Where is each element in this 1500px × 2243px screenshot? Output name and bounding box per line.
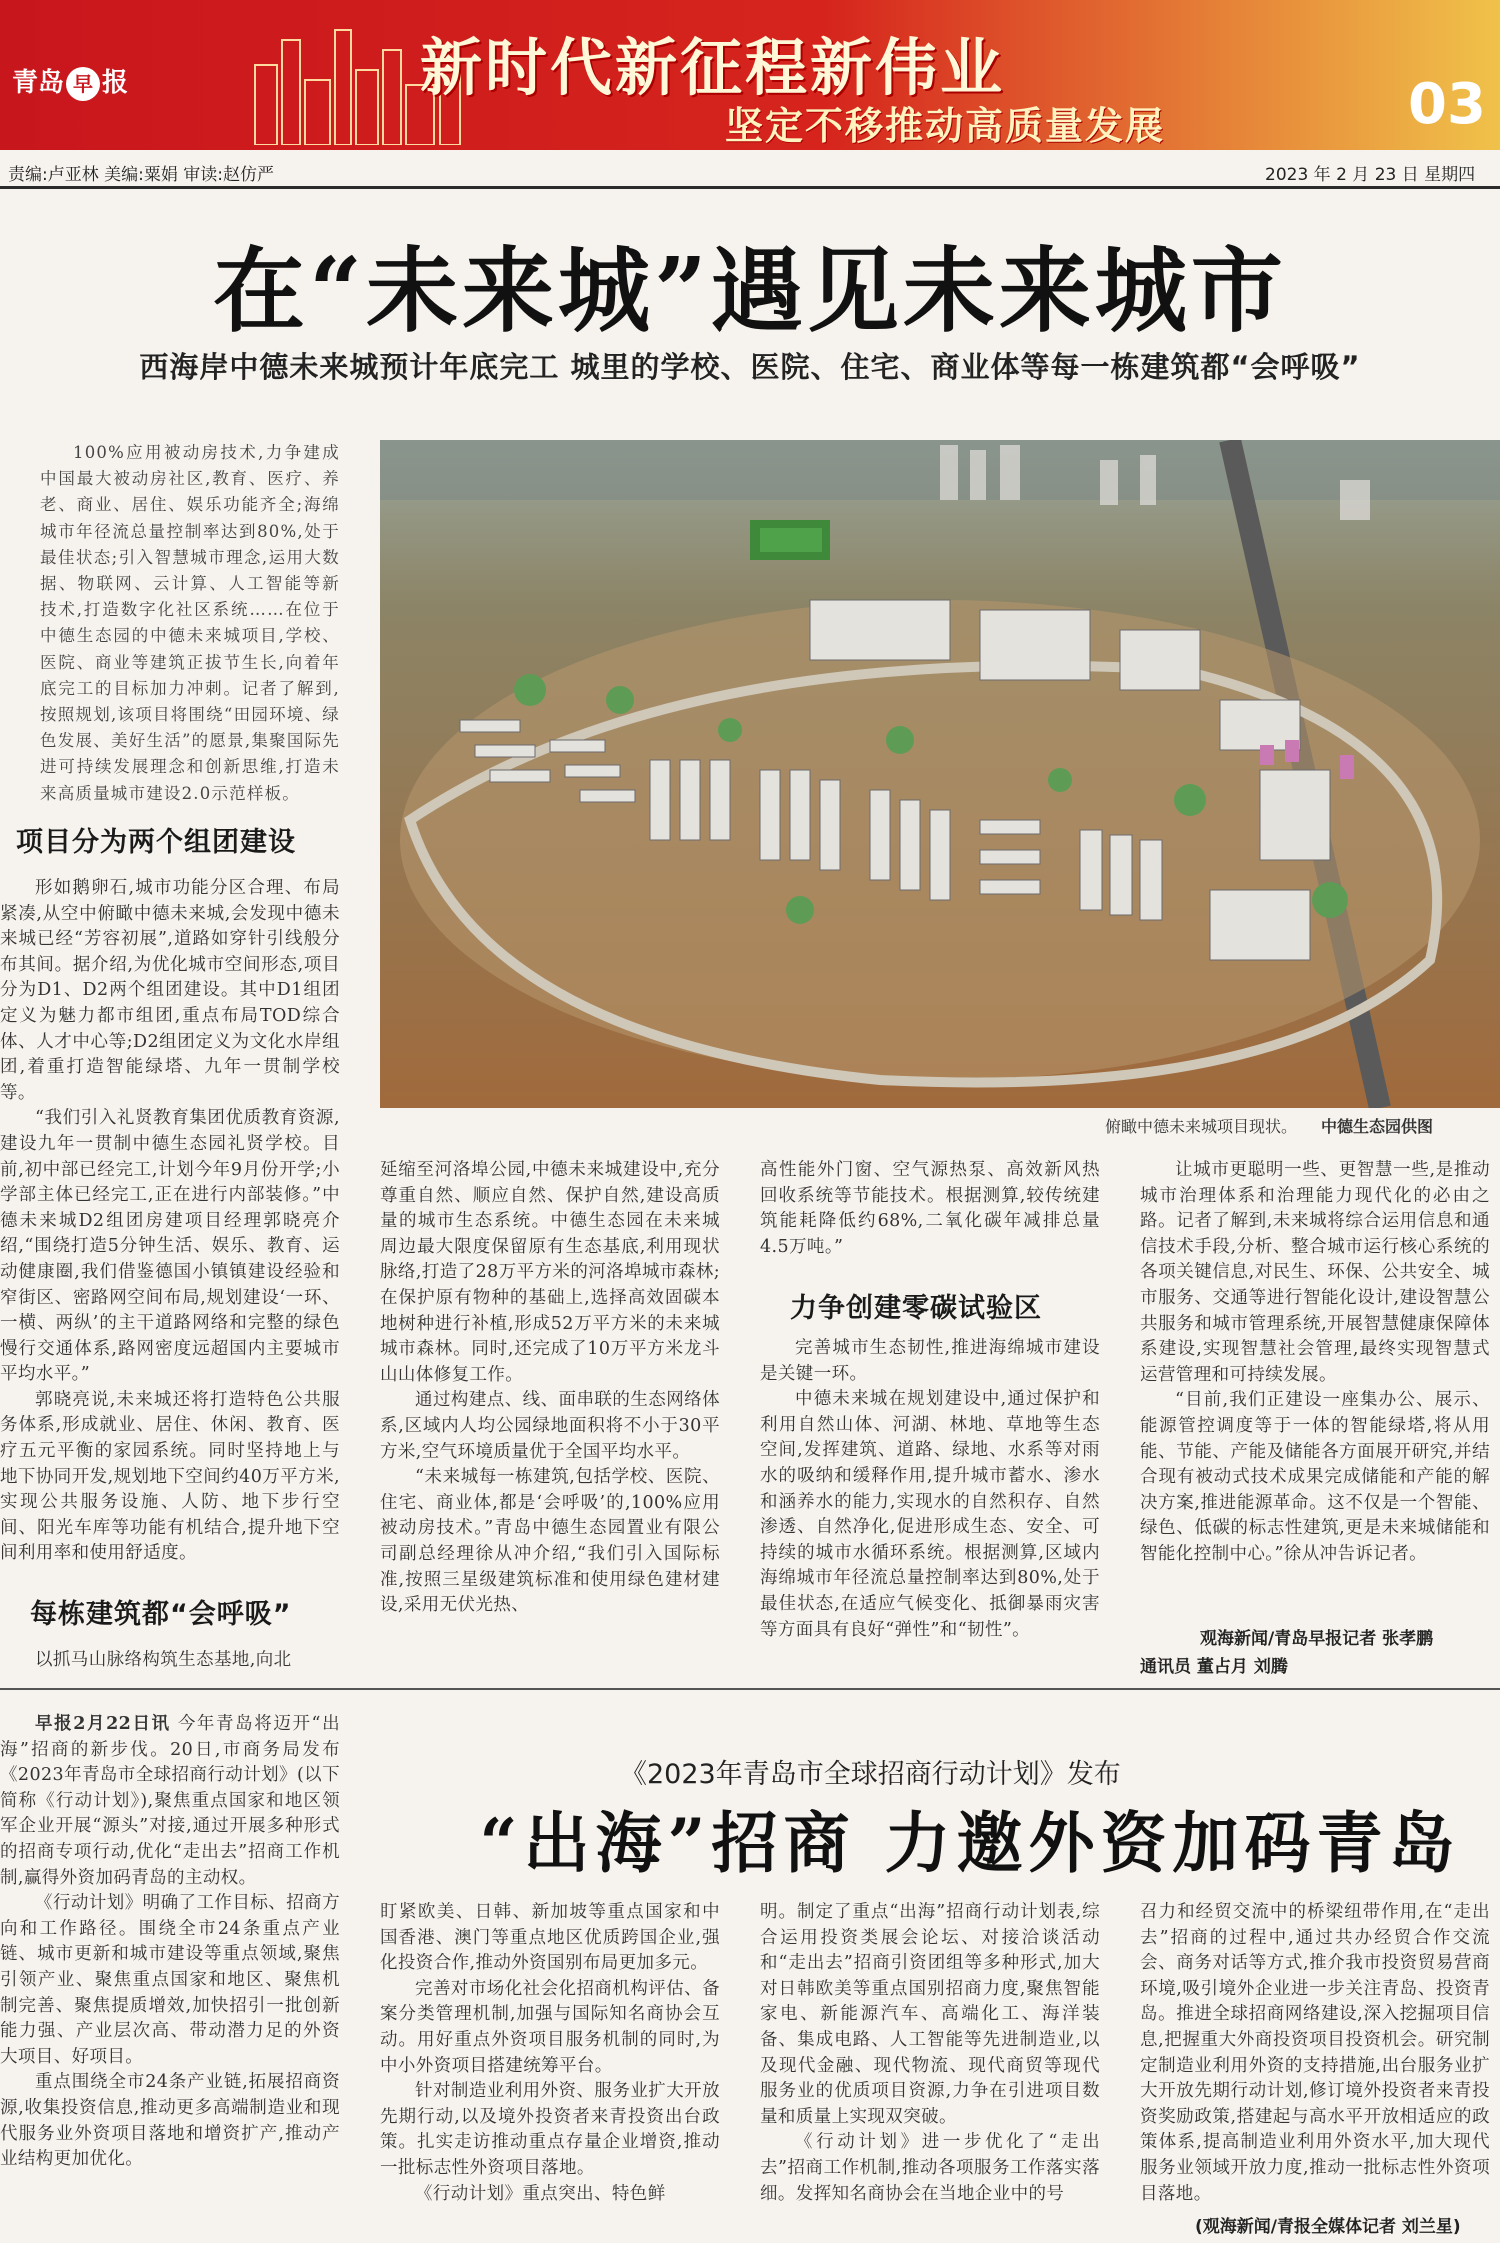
paragraph: “我们引入礼贤教育集团优质教育资源,建设九年一贯制中德生态园礼贤学校。目前,初中部已经完工,计划今年9月份开学;小学部主体已经完工,正在进行内部装修。”中德未来城D2组团房建项目经理郭晓亮介绍,“围绕打造5分钟生活、娱乐、教育、运动健康圈,我们借鉴德国小镇镇建设经验和窄街区、密路网空间布局,规划建设‘一环、一横、两纵’的主干道路网络和完整的绿色慢行交通体系,路网密度远超国内主要城市平均水平。” <box>0 1108 340 1385</box>
caption-text: 俯瞰中德未来城项目现状。 <box>1105 1117 1298 1136</box>
paragraph: 高性能外门窗、空气源热泵、高效新风热回收系统等节能技术。根据测算,较传统建筑能耗降低约68%,二氧化碳年减排总量4.5万吨。” <box>760 1160 1100 1257</box>
news-dateline: 早报2月22日讯 <box>35 1714 171 1734</box>
paragraph: 以抓马山脉络构筑生态基地,向北 <box>35 1650 292 1670</box>
paragraph: 《行动计划》重点突出、特色鲜 <box>415 2183 666 2204</box>
newspaper-logo: 青岛 早 报 <box>12 62 128 101</box>
editor-credits: 责编:卢亚林 美编:粟娟 审读:赵仿严 <box>8 165 274 185</box>
article2-column-4 <box>1140 1900 1490 2207</box>
paragraph: 《行动计划》明确了工作目标、招商方向和工作路径。围绕全市24条重点产业链、城市更新和城市建设等重点领域,聚焦引领产业、聚焦重点国家和地区、聚焦机制完善、聚焦提质增效,加快招引一批创新能力强、产业层次高、带动潜力足的外资大项目、好项目。 <box>0 1893 340 2067</box>
section-heading: 每栋建筑都“会呼吸” <box>30 1599 292 1630</box>
paragraph: 通过构建点、线、面串联的生态网络体系,区域内人均公园绿地面积将不小于30平方米,空气环境质量优于全国平均水平。 <box>380 1390 720 1462</box>
theme-title: 新时代新征程新伟业 <box>420 31 1006 104</box>
aerial-city-image <box>380 440 1500 1108</box>
article2-column-2 <box>380 1900 720 2207</box>
section-heading: 力争创建零碳试验区 <box>790 1293 1042 1324</box>
article-column-1-cont <box>0 1648 340 1674</box>
paragraph: 中德未来城在规划建设中,通过保护和利用自然山体、河湖、林地、草地等生态空间,发挥建筑、道路、绿地、水系等对雨水的吸纳和缓释作用,提升城市蓄水、渗水和涵养水的能力,实现水的自然积存、自然渗透、自然净化,促进形成生态、安全、可持续的城市水循环系统。根据测算,区域内海绵城市年径流总量控制率达到80%,处于最佳状态,在适应气候变化、抵御暴雨灾害等方面具有良好“弹性”和“韧性”。 <box>760 1389 1100 1640</box>
divider <box>0 186 1500 189</box>
article-column-3-cont <box>760 1336 1100 1643</box>
paragraph: 《行动计划》进一步优化了“走出去”招商工作机制,推动各项服务工作落实落细。发挥知名商协会在当地企业中的号 <box>760 2132 1100 2204</box>
article-column-4 <box>1140 1158 1490 1568</box>
paragraph: 延缩至河洛埠公园,中德未来城建设中,充分尊重自然、顺应自然、保护自然,建设高质量的城市生态系统。中德生态园在未来城周边最大限度保留原有生态基底,利用现状脉络,打造了28万平方米的河洛埠城市森林;在保护原有物种的基础上,选择高效固碳本地树种进行补植,形成52万平方米的未来城城市森林。同时,还完成了10万平方米龙斗山山体修复工作。 <box>380 1160 720 1385</box>
paragraph: 完善城市生态韧性,推进海绵城市建设是关键一环。 <box>760 1338 1100 1384</box>
article-column-3 <box>760 1158 1100 1260</box>
byline: 观海新闻/青岛早报记者 张孝鹏 <box>1200 1629 1434 1649</box>
paragraph: 盯紧欧美、日韩、新加坡等重点国家和中国香港、澳门等重点地区优质跨国企业,强化投资合作,推动外资国别布局更加多元。 <box>380 1902 720 1974</box>
article2-headline: “出海”招商 力邀外资加码青岛 <box>479 1804 1461 1882</box>
page-number: 03 <box>1408 72 1486 137</box>
article2-column-3 <box>760 1900 1100 2207</box>
theme-subtitle: 坚定不移推动高质量发展 <box>725 104 1166 148</box>
divider <box>0 1688 1500 1690</box>
section-heading: 项目分为两个组团建设 <box>16 827 296 858</box>
issue-date: 2023 年 2 月 23 日 星期四 <box>1265 165 1476 185</box>
paragraph-text: 今年青岛将迈开“出海”招商的新步伐。20日,市商务局发布《2023年青岛市全球招商行动计划》(以下简称《行动计划》),聚焦重点国家和地区领军企业开展“源头”对接,通过开展多种形式的招商专项行动,优化“走出去”招商工作机制,赢得外资加码青岛的主动权。 <box>0 1714 340 1888</box>
photo-credit: 中德生态园供图 <box>1321 1117 1434 1136</box>
lead-text: 100%应用被动房技术,力争建成中国最大被动房社区,教育、医疗、养老、商业、居住、娱乐功能齐全;海绵城市年径流总量控制率达到80%,处于最佳状态;引入智慧城市理念,运用大数据、物联网、云计算、人工智能等新技术,打造数字化社区系统……在位于中德生态园的中德未来城项目,学校、医院、商业等建筑正拔节生长,向着年底完工的目标加力冲刺。记者了解到,按照规划,该项目将围绕“田园环境、绿色发展、美好生活”的愿景,集聚国际先进可持续发展理念和创新思维,打造未来高质量城市建设2.0示范样板。 <box>40 443 340 803</box>
article-lead-paragraph <box>40 440 340 807</box>
masthead-banner <box>0 0 1500 150</box>
paragraph <box>0 1712 340 1891</box>
paragraph: “目前,我们正建设一座集办公、展示、能源管控调度等于一体的智能绿塔,将从用能、节能、产能及储能各方面展开研究,并结合现有被动式技术成果完成储能和产能的解决方案,推进能源革命。这不仅是一个智能、绿色、低碳的标志性建筑,更是未来城储能和智能化控制中心。”徐从冲告诉记者。 <box>1140 1390 1490 1564</box>
article2-column-1 <box>0 1712 340 2173</box>
byline: 通讯员 董占月 刘腾 <box>1140 1657 1288 1677</box>
photo-caption <box>1105 1114 1433 1137</box>
paragraph: “未来城每一栋建筑,包括学校、医院、住宅、商业体,都是‘会呼吸’的,100%应用被动房技术。”青岛中德生态园置业有限公司副总经理徐从冲介绍,“我们引入国际标准,按照三星级建筑标准和使用绿色建材建设,采用无伏光热、 <box>380 1467 720 1616</box>
paragraph: 召力和经贸交流中的桥梁纽带作用,在“走出去”招商的过程中,通过共办经贸合作交流会、商务对话等方式,推介我市投资贸易营商环境,吸引境外企业进一步关注青岛、投资青岛。推进全球招商网络建设,深入挖掘项目信息,把握重大外商投资项目投资机会。研究制定制造业利用外资的支持措施,出台服务业扩大开放先期行动计划,修订境外投资者来青投资奖励政策,搭建起与高水平开放相适应的政策体系,提高制造业利用外资水平,加大现代服务业领域开放力度,推动一批标志性外资项目落地。 <box>1140 1902 1490 2204</box>
paragraph: 重点围绕全市24条产业链,拓展招商资源,收集投资信息,推动更多高端制造业和现代服务业外资项目落地和增资扩产,推动产业结构更加优化。 <box>0 2072 340 2170</box>
paragraph: 让城市更聪明一些、更智慧一些,是推动城市治理体系和治理能力现代化的必由之路。记者了解到,未来城将综合运用信息和通信技术手段,分析、整合城市运行核心系统的各项关键信息,对民生、环保、公共安全、城市服务、交通等进行智能化设计,建设智慧公共服务和城市管理系统,开展智慧健康保障体系建设,实现智慧社会管理,最终实现智慧式运营管理和可持续发展。 <box>1140 1160 1490 1385</box>
paragraph: 形如鹅卵石,城市功能分区合理、布局紧凑,从空中俯瞰中德未来城,会发现中德未来城已经“芳容初展”,道路如穿针引线般分布其间。据介绍,为优化城市空间形态,项目分为D1、D2两个组团建设。其中D1组团定义为魅力都市组团,重点布局TOD综合体、人才中心等;D2组团定义为文化水岸组团,着重打造智能绿塔、九年一贯制学校等。 <box>0 878 340 1103</box>
article2-kicker: 《2023年青岛市全球招商行动计划》发布 <box>620 1759 1121 1790</box>
aerial-photo <box>380 440 1500 1108</box>
byline: (观海新闻/青报全媒体记者 刘兰星) <box>1195 2217 1461 2237</box>
paragraph: 明。制定了重点“出海”招商行动计划表,综合运用投资类展会论坛、对接洽谈活动和“走出去”招商引资团组等多种形式,加大对日韩欧美等重点国别招商力度,聚焦智能家电、新能源汽车、高端化工、海洋装备、集成电路、人工智能等先进制造业,以及现代金融、现代物流、现代商贸等现代服务业的优质项目资源,力争在引进项目数量和质量上实现双突破。 <box>760 1902 1100 2127</box>
article-column-2 <box>380 1158 720 1619</box>
paragraph: 郭晓亮说,未来城还将打造特色公共服务体系,形成就业、居住、休闲、教育、医疗五元平衡的家园系统。同时坚持地上与地下协同开发,规划地下空间约40万平方米,实现公共服务设施、人防、地下步行空间、阳光车库等功能有机结合,提升地下空间利用率和使用舒适度。 <box>0 1389 340 1564</box>
paragraph: 完善对市场化社会化招商机构评估、备案分类管理机制,加强与国际知名商协会互动。用好重点外资项目服务机制的同时,为中小外资项目搭建统筹平台。 <box>380 1978 720 2076</box>
article-column-1 <box>0 876 340 1567</box>
article-subheadline: 西海岸中德未来城预计年底完工 城里的学校、医院、住宅、商业体等每一栋建筑都“会呼吸” <box>139 350 1361 384</box>
paragraph: 针对制造业利用外资、服务业扩大开放先期行动,以及境外投资者来青投资出台政策。扎实走访推动重点存量企业增资,推动一批标志性外资项目落地。 <box>380 2081 720 2178</box>
article-headline: 在“未来城”遇见未来城市 <box>213 237 1287 345</box>
